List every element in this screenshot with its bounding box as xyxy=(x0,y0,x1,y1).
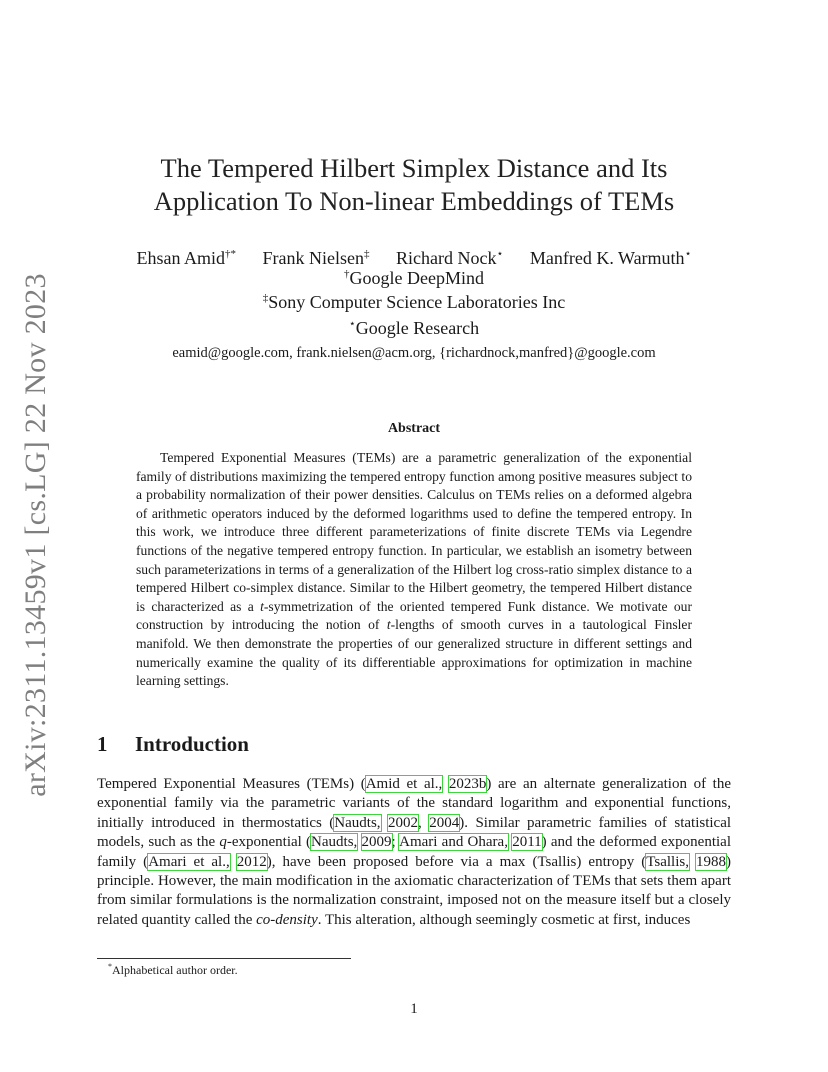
affiliation-mark: † xyxy=(344,268,350,280)
footnote-divider xyxy=(97,958,351,959)
author-emails: eamid@google.com, frank.nielsen@acm.org, {richardnock,manfred}@google.com xyxy=(172,345,656,361)
abstract-text xyxy=(136,449,692,691)
body-text: ), have been proposed before via a max (Tsallis) entropy ( xyxy=(266,853,647,870)
citation-link[interactable]: Amari et al., xyxy=(148,853,230,870)
affiliation-name: Sony Computer Science Laboratories Inc xyxy=(268,292,566,312)
body-text: ; xyxy=(391,834,400,851)
citation-link[interactable]: Naudts, xyxy=(311,834,358,851)
citation-year-link[interactable]: 2002 xyxy=(388,814,419,831)
citation-year-link[interactable]: 1988 xyxy=(696,853,726,870)
title-line-1: The Tempered Hilbert Simplex Distance and Its xyxy=(160,153,668,183)
body-text: -exponential ( xyxy=(226,834,312,851)
body-text xyxy=(689,854,696,870)
body-text xyxy=(357,834,361,850)
body-text xyxy=(381,815,388,831)
affiliation-1 xyxy=(100,268,728,289)
body-text xyxy=(442,776,449,792)
arxiv-identifier-stamp[interactable]: arXiv:2311.13459v1 [cs.LG] 22 Nov 2023 xyxy=(19,273,52,797)
author-affiliation-mark: †* xyxy=(225,248,237,260)
author-name: Ehsan Amid xyxy=(136,248,226,268)
abstract-segment: -symmetrization of the oriented tempered Funk distance. We motivate our construction by introducing the notion of xyxy=(136,598,692,633)
affiliation-3 xyxy=(100,317,728,339)
paper-title xyxy=(100,152,728,218)
body-text: , xyxy=(418,814,430,831)
body-text: ). Similar parametric families of statistical models, such as the xyxy=(97,814,732,851)
author-4 xyxy=(530,248,692,268)
introduction-paragraph xyxy=(97,775,731,930)
author-1 xyxy=(137,248,237,268)
page-number: 1 xyxy=(410,1001,418,1017)
math-variable-t: t xyxy=(260,598,264,614)
math-variable-t: t xyxy=(386,617,391,633)
citation-year-link[interactable]: 2011 xyxy=(512,834,542,851)
body-text xyxy=(230,854,237,870)
section-title: Introduction xyxy=(135,732,249,756)
body-text: . This alteration, although seemingly cosmetic at first, induces xyxy=(317,911,691,928)
author-name: Richard Nock xyxy=(396,248,497,268)
citation-link[interactable]: Tsallis, xyxy=(646,853,689,870)
author-name: Frank Nielsen xyxy=(262,248,365,268)
title-line-2: Application To Non-linear Embeddings of TEMs xyxy=(153,186,675,216)
body-text: Tempered Exponential Measures (TEMs) ( xyxy=(97,776,366,792)
affiliation-mark: ⋆ xyxy=(348,318,356,330)
emphasized-term: co-density xyxy=(256,911,318,928)
section-heading xyxy=(97,732,249,757)
citation-year-link[interactable]: 2004 xyxy=(429,814,460,831)
section-number: 1 xyxy=(97,732,108,756)
author-affiliation-mark: ⋆ xyxy=(496,248,504,260)
body-text: ) and the deformed exponential family ( xyxy=(97,834,732,870)
affiliation-2 xyxy=(100,292,728,313)
footnote-mark: * xyxy=(108,962,112,971)
body-text: ) are an alternate generalization of the exponential family via the parametric variants of the standard logarithm and exponential functions, initially introduced in thermostatics ( xyxy=(97,776,732,831)
abstract-segment: Tempered Exponential Measures (TEMs) are a parametric generalization of the exponential family of distributions maximizing the tempered entropy function among positive measures subject to a probability normalization of their power densities. Calculus on TEMs relies on a deformed algebra of arithmetic operators induced by the deformed logarithms used to define the tempered entropy. In this work, we introduce three different parameterizations of finite discrete TEMs via Legendre functions of the negative tempered entropy function. In particular, we establish an isometry between such parameterizations in terms of a generalization of the Hilbert log cross-ratio simplex distance to a tempered Hilbert co-simplex distance. Similar to the Hilbert geometry, the tempered Hilbert distance is characterized as a xyxy=(136,450,692,614)
abstract-segment: -lengths of smooth curves in a tautological Finsler manifold. We then demonstrate the properties of our generalized structure in different settings and numerically examine the quality of its differentiable approximations for optimization in machine learning settings. xyxy=(136,617,692,689)
citation-year-link[interactable]: 2009 xyxy=(361,834,392,851)
citation-year-link[interactable]: 2023b xyxy=(448,776,487,792)
citation-link[interactable]: Naudts, xyxy=(334,814,381,831)
affiliation-mark: ‡ xyxy=(262,292,269,304)
affiliation-name: Google Research xyxy=(355,318,480,338)
author-affiliation-mark: ⋆ xyxy=(684,248,692,260)
math-variable-q: q xyxy=(219,834,227,851)
footnote xyxy=(108,962,238,978)
author-2 xyxy=(263,248,370,268)
citation-link[interactable]: Amid et al., xyxy=(365,776,443,792)
citation-year-link[interactable]: 2012 xyxy=(236,853,267,870)
author-list xyxy=(100,243,728,269)
abstract-heading: Abstract xyxy=(387,421,441,436)
footnote-text: Alphabetical author order. xyxy=(112,963,238,977)
author-3 xyxy=(396,248,503,268)
author-name: Manfred K. Warmuth xyxy=(529,248,685,268)
citation-link[interactable]: Amari and Ohara, xyxy=(399,834,508,851)
author-affiliation-mark: ‡ xyxy=(364,248,370,260)
affiliation-name: Google DeepMind xyxy=(349,268,484,288)
body-text: ) principle. However, the main modification in the axiomatic characterization of TEMs that sets them apart from similar formulations is the normalization constraint, imposed not on the measure itself but a closely related quantity called the xyxy=(97,853,731,928)
